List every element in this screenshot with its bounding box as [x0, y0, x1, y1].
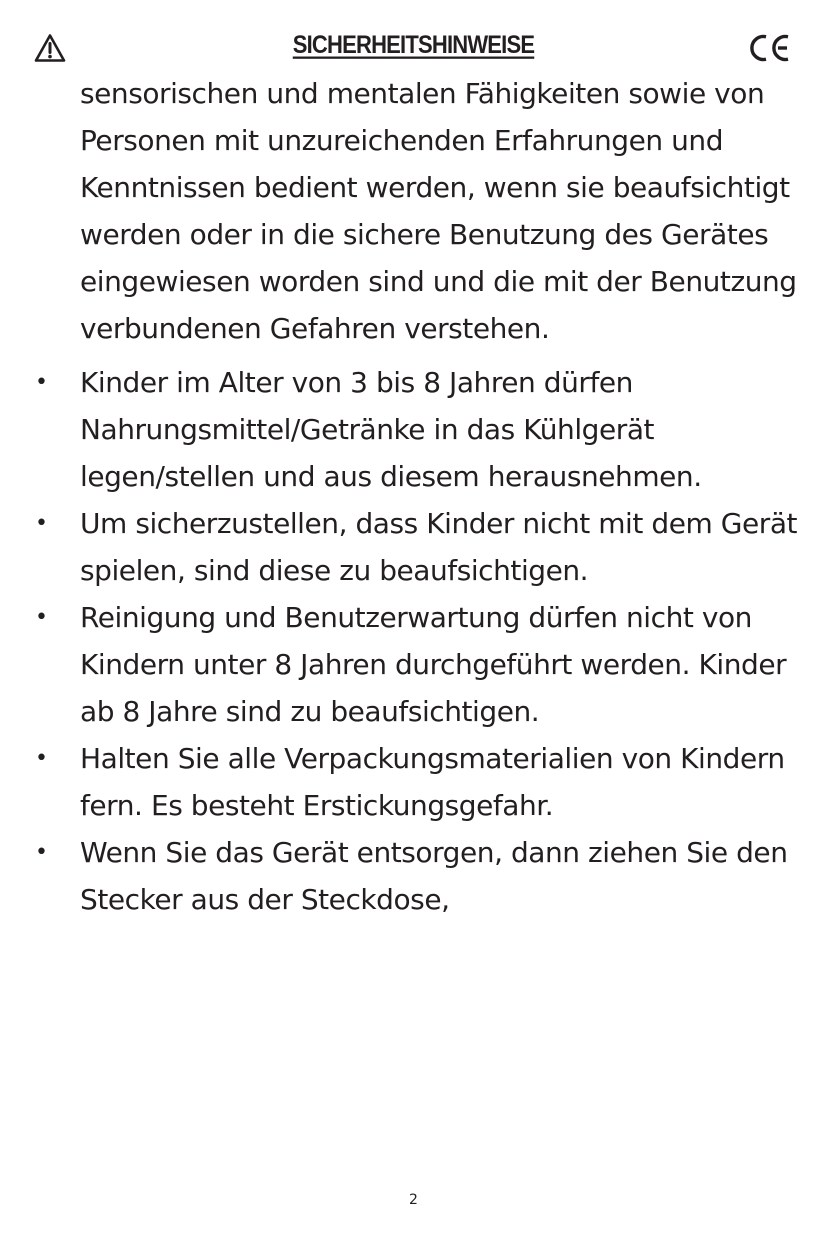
- page-title: SICHERHEITSHINWEISE: [292, 30, 535, 59]
- list-item: [35, 829, 800, 923]
- bullet-icon: •: [35, 840, 48, 865]
- list-item-text: Um sicherzustellen, dass Kinder nicht mit dem Gerät spielen, sind diese zu beaufsichtigen.: [80, 507, 798, 587]
- continuation-paragraph: sensorischen und mentalen Fähigkeiten sowie von Personen mit unzureichenden Erfahrungen und Kenntnissen bedient werden, wenn sie beaufsichtigt werden oder in die sichere Benutzung des Gerätes eingewiesen worden sind und die mit der Benutzung verbundenen Gefahren verstehen.: [80, 77, 797, 345]
- list-item: [35, 359, 800, 500]
- list-item-text: Halten Sie alle Verpackungsmaterialien von Kindern fern. Es besteht Erstickungsgefahr.: [80, 742, 785, 822]
- list-item: [35, 594, 800, 735]
- page-number: 2: [409, 1192, 418, 1208]
- page-header: [0, 28, 827, 68]
- bullet-icon: •: [35, 370, 48, 395]
- bullet-icon: •: [35, 511, 48, 536]
- list-item: [35, 735, 800, 829]
- safety-bullet-list: [0, 359, 827, 923]
- list-item-text: Reinigung und Benutzerwartung dürfen nicht von Kindern unter 8 Jahren durchgeführt werden. Kinder ab 8 Jahre sind zu beaufsichtigen.: [80, 601, 787, 728]
- bullet-icon: •: [35, 605, 48, 630]
- page-content: [0, 70, 827, 923]
- ce-mark-icon: [748, 33, 792, 63]
- list-item: [35, 500, 800, 594]
- list-item-text: Wenn Sie das Gerät entsorgen, dann ziehen Sie den Stecker aus der Steckdose,: [80, 836, 788, 916]
- bullet-icon: •: [35, 746, 48, 771]
- list-item-text: Kinder im Alter von 3 bis 8 Jahren dürfen Nahrungsmittel/Getränke in das Kühlgerät legen/stellen und aus diesem herausnehmen.: [80, 366, 702, 493]
